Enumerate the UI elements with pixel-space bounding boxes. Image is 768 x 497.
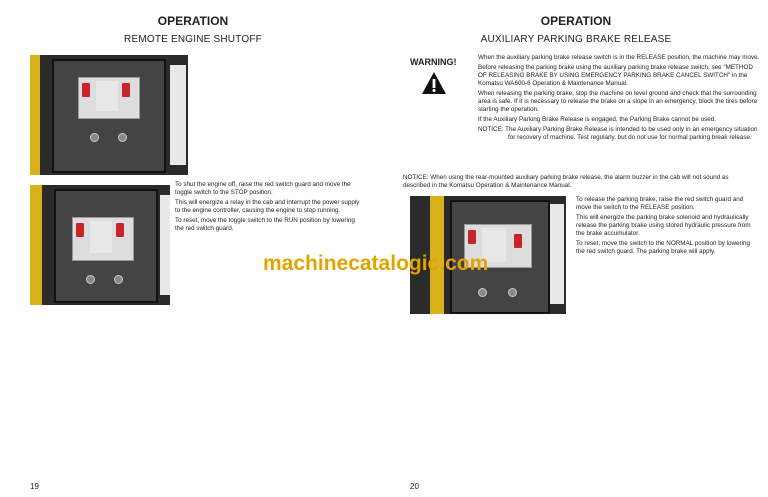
left-header: OPERATION [157,14,229,28]
right-subtitle: AUXILIARY PARKING BRAKE RELEASE [480,34,672,45]
buzzer-notice: NOTICE: When using the rear-mounted auxiliary parking brake release, the alarm buzzer in the cab will not sound as described in the Komatsu Operation & Maintenance Manual. [403,174,729,189]
engine-shutoff-photo-1 [30,55,188,175]
watermark: machinecatalogic.com [263,252,489,275]
instruction-paragraph: This will energize a relay in the cab and interrupt the power supply to the engine controller, causing the engine to stop running. [175,199,360,214]
warning-notice: NOTICE: The Auxiliary Parking Brake Release is intended to be used only in an emergency situation for recovery of machine. Test regularly, but do not use for normal parking break release. [478,126,758,141]
instruction-paragraph: To reset, move the toggle switch to the RUN position by lowering the red switch guard. [175,217,355,232]
right-instructions [576,196,751,258]
warning-paragraph: If the Auxiliary Parking Brake Release is engaged, the Parking Brake cannot be used. [478,116,717,123]
warning-triangle-icon [421,71,447,95]
left-subtitle: REMOTE ENGINE SHUTOFF [124,34,262,45]
warning-label: WARNING! [410,57,457,67]
warning-paragraph: When the auxiliary parking brake release switch is in the RELEASE position, the machine may move. [478,54,760,61]
instruction-paragraph: To reset, move the switch to the NORMAL position by lowering the red switch guard. The parking brake will apply. [576,240,751,255]
instruction-paragraph: To release the parking brake, raise the red switch guard and move the switch to the RELEASE position. [576,196,744,211]
page-number-left: 19 [30,482,39,491]
engine-shutoff-photo-2 [30,185,170,305]
right-header: OPERATION [540,14,612,28]
left-instructions [175,181,360,235]
page-number-right: 20 [410,482,419,491]
instruction-paragraph: To shut the engine off, raise the red switch guard and move the toggle switch to the STOP position. [175,181,351,196]
warning-text [478,54,763,144]
warning-paragraph: When releasing the parking brake, stop the machine on level ground and check that the surrounding area is safe. If it is necessary to release the brake on a slope in an emergency, block the tires before starting the operation. [478,90,758,113]
warning-paragraph: Before releasing the parking brake using the auxiliary parking brake release switch, see "METHOD OF RELEASING BRAKE BY USING EMERGENCY PARKING BRAKE CANCEL SWITCH" in the Komatsu WA600-6 Operation & Maintenance Manual. [478,64,753,87]
instruction-paragraph: This will energize the parking brake solenoid and hydraulically release the parking brake using stored hydraulic pressure from the brake accumulator. [576,214,751,237]
